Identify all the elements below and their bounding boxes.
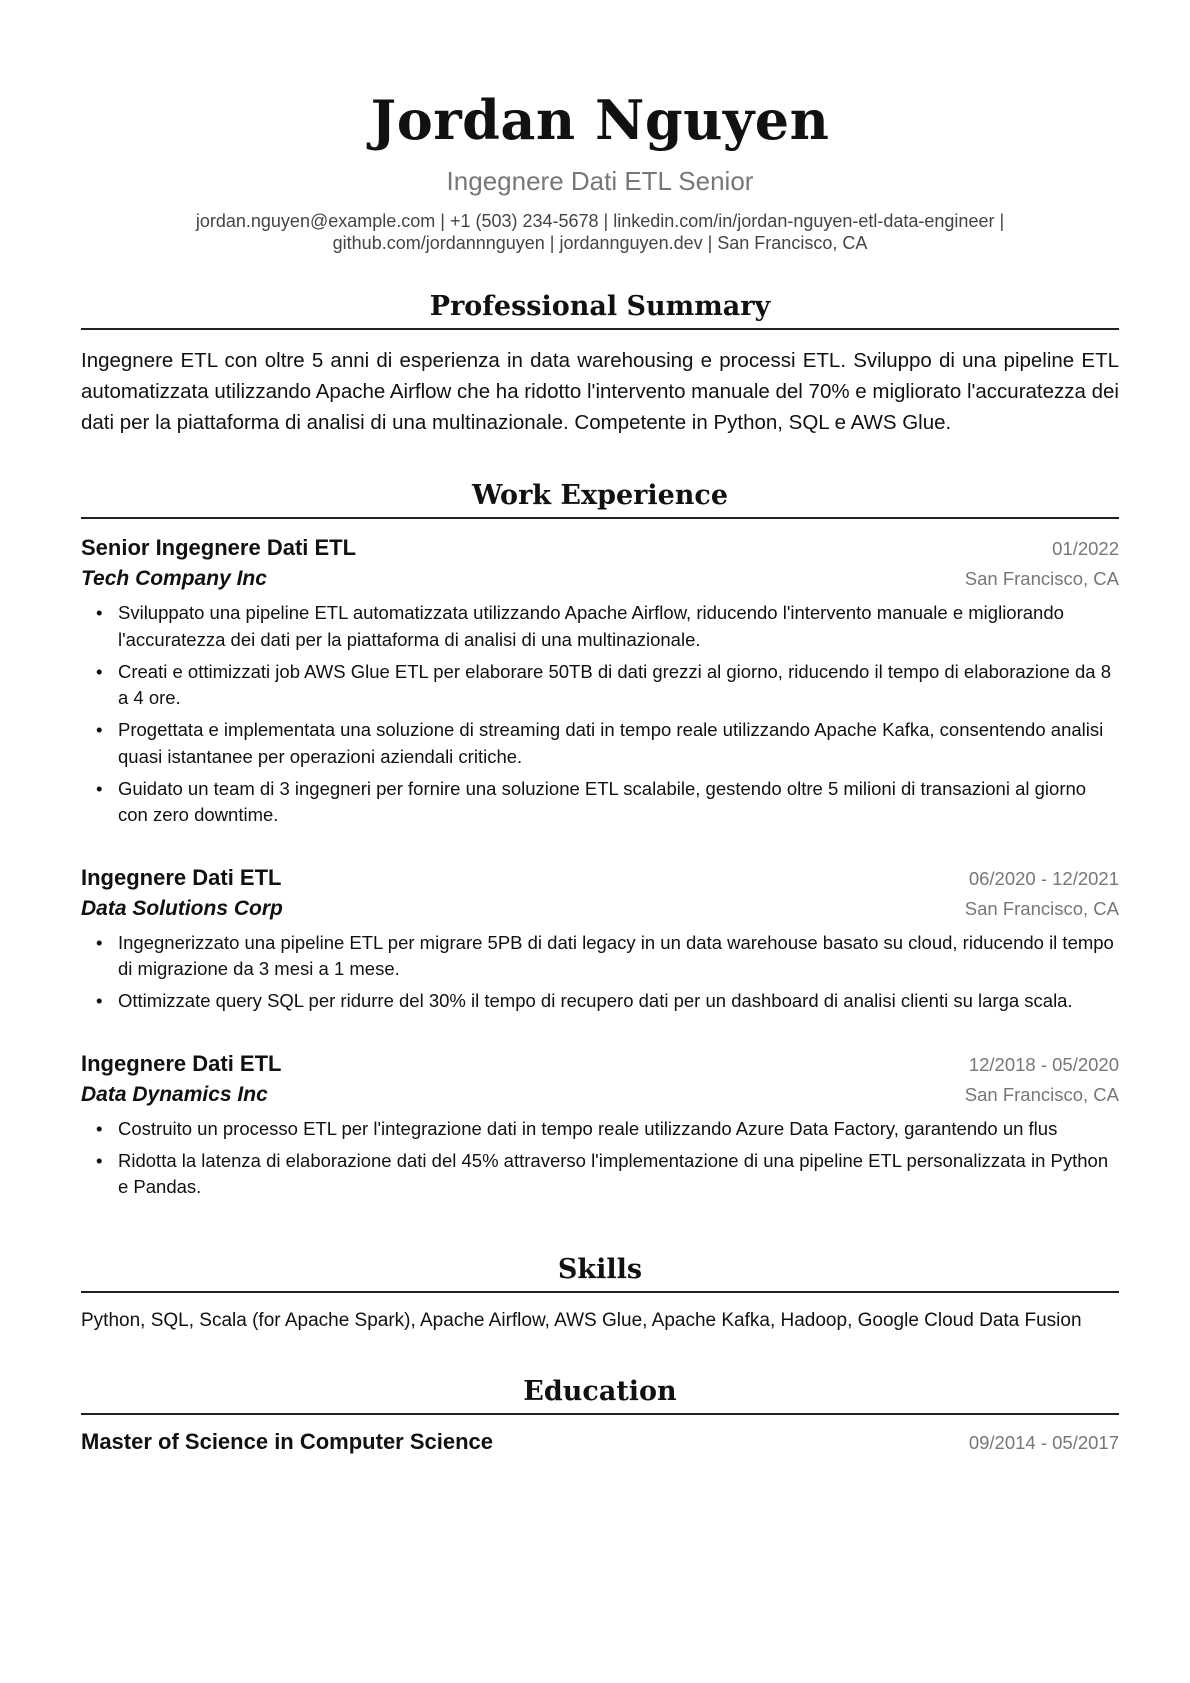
- job-bullet: [81, 930, 1119, 983]
- section-title-experience: Work Experience: [471, 480, 729, 511]
- summary-section: [81, 290, 1119, 438]
- bullet-dot: •: [96, 777, 103, 799]
- section-divider: [81, 517, 1119, 519]
- job-bullets: [81, 1116, 1119, 1201]
- bullet-dot: •: [96, 1117, 103, 1139]
- section-title-skills: Skills: [557, 1253, 643, 1285]
- section-divider: [81, 1291, 1119, 1293]
- resume-page: [81, 0, 1119, 1458]
- skills-section: [81, 1253, 1119, 1335]
- job-company: Tech Company Inc: [81, 567, 267, 590]
- bullet-dot: •: [96, 660, 103, 682]
- education-date: 09/2014 - 05/2017: [968, 1431, 1119, 1453]
- contact-line-2: github.com/jordannnguyen | jordannguyen.dev | San Francisco, CA: [332, 233, 868, 253]
- job-company-row: [81, 894, 1119, 924]
- job-location: San Francisco, CA: [964, 897, 1119, 919]
- job-entry: [81, 1049, 1119, 1201]
- job-date: 01/2022: [1052, 538, 1119, 559]
- job-entry: [81, 533, 1119, 829]
- job-location: San Francisco, CA: [964, 1083, 1119, 1105]
- experience-section: [81, 479, 1119, 1201]
- education-row: [81, 1427, 1119, 1458]
- section-divider: [81, 1413, 1119, 1415]
- skills-text: Python, SQL, Scala (for Apache Spark), Apache Airflow, AWS Glue, Apache Kafka, Hadoop, Google Cloud Data Fusion: [81, 1309, 1082, 1331]
- education-degree: Master of Science in Computer Science: [81, 1428, 494, 1454]
- job-bullet-text: Ridotta la latenza di elaborazione dati del 45% attraverso l'implementazione di una pipeline ETL personalizzata in Python e Pandas.: [118, 1149, 1109, 1197]
- job-bullet: [81, 1148, 1119, 1201]
- bullet-dot: •: [96, 1149, 103, 1171]
- job-bullet-text: Ingegnerizzato una pipeline ETL per migrare 5PB di dati legacy in un data warehouse basato su cloud, riducendo il tempo di migrazione da 3 mesi a 1 mese.: [118, 931, 1114, 979]
- job-location: San Francisco, CA: [964, 568, 1119, 589]
- job-company: Data Dynamics Inc: [81, 1082, 268, 1106]
- job-bullets: [81, 930, 1119, 1015]
- job-header-row: [81, 863, 1119, 894]
- job-bullet: [81, 659, 1119, 712]
- bullet-dot: •: [96, 602, 103, 623]
- job-bullet-text: Ottimizzate query SQL per ridurre del 30% il tempo di recupero dati per un dashboard di analisi clienti su larga scala.: [118, 990, 1073, 1011]
- job-header-row: [81, 533, 1119, 564]
- bullet-dot: •: [96, 719, 103, 740]
- job-date: 12/2018 - 05/2020: [968, 1053, 1119, 1075]
- education-section: [81, 1375, 1119, 1458]
- job-company-row: [81, 1080, 1119, 1110]
- job-bullet: [81, 717, 1119, 770]
- job-company-row: [81, 564, 1119, 594]
- contact-info: [130, 210, 1070, 254]
- job-bullet: [81, 776, 1119, 829]
- job-bullet-text: Progettata e implementata una soluzione di streaming dati in tempo reale utilizzando Apache Kafka, consentendo analisi quasi istantanee per operazioni aziendali critiche.: [118, 719, 1104, 767]
- job-bullet: [81, 600, 1119, 653]
- job-bullet-text: Sviluppato una pipeline ETL automatizzata utilizzando Apache Airflow, riducendo l'intervento manuale e migliorando l'accuratezza dei dati per la piattaforma di analisi di una multinazionale.: [118, 602, 1064, 650]
- job-bullets: [81, 600, 1119, 829]
- job-title: Ingegnere Dati ETL: [81, 864, 282, 890]
- bullet-dot: •: [96, 931, 103, 953]
- job-date: 06/2020 - 12/2021: [968, 867, 1119, 889]
- summary-text: Ingegnere ETL con oltre 5 anni di esperienza in data warehousing e processi ETL. Sviluppo di una pipeline ETL automatizzata utilizzando Apache Airflow che ha ridotto l'intervento manuale del 70% e migliorato l'accuratezza dei dati per la piattaforma di analisi di una multinazionale. Competente in Python, SQL e AWS Glue.: [81, 349, 1119, 434]
- job-title: Ingegnere Dati ETL: [81, 1050, 282, 1076]
- job-bullet: [81, 988, 1119, 1015]
- section-divider: [81, 328, 1119, 330]
- job-entry: [81, 863, 1119, 1015]
- job-company: Data Solutions Corp: [81, 896, 283, 920]
- job-bullet-text: Costruito un processo ETL per l'integrazione dati in tempo reale utilizzando Azure Data Factory, garantendo un flus: [118, 1117, 1058, 1139]
- job-bullet: [81, 1116, 1119, 1143]
- job-header-row: [81, 1049, 1119, 1080]
- candidate-name: Jordan Nguyen: [370, 88, 830, 152]
- job-bullet-text: Guidato un team di 3 ingegneri per fornire una soluzione ETL scalabile, gestendo oltre 5 milioni di transazioni al giorno con zero downtime.: [118, 777, 1087, 825]
- section-title-education: Education: [523, 1375, 677, 1407]
- section-title-summary: Professional Summary: [429, 291, 771, 322]
- job-bullet-text: Creati e ottimizzati job AWS Glue ETL per elaborare 50TB di dati grezzi al giorno, riducendo il tempo di elaborazione da 8 a 4 ore.: [118, 660, 1112, 708]
- candidate-role: Ingegnere Dati ETL Senior: [446, 166, 754, 196]
- job-title: Senior Ingegnere Dati ETL: [81, 535, 357, 560]
- bullet-dot: •: [96, 990, 103, 1011]
- contact-line-1: jordan.nguyen@example.com | +1 (503) 234-5678 | linkedin.com/in/jordan-nguyen-etl-data-engineer |: [195, 211, 1005, 231]
